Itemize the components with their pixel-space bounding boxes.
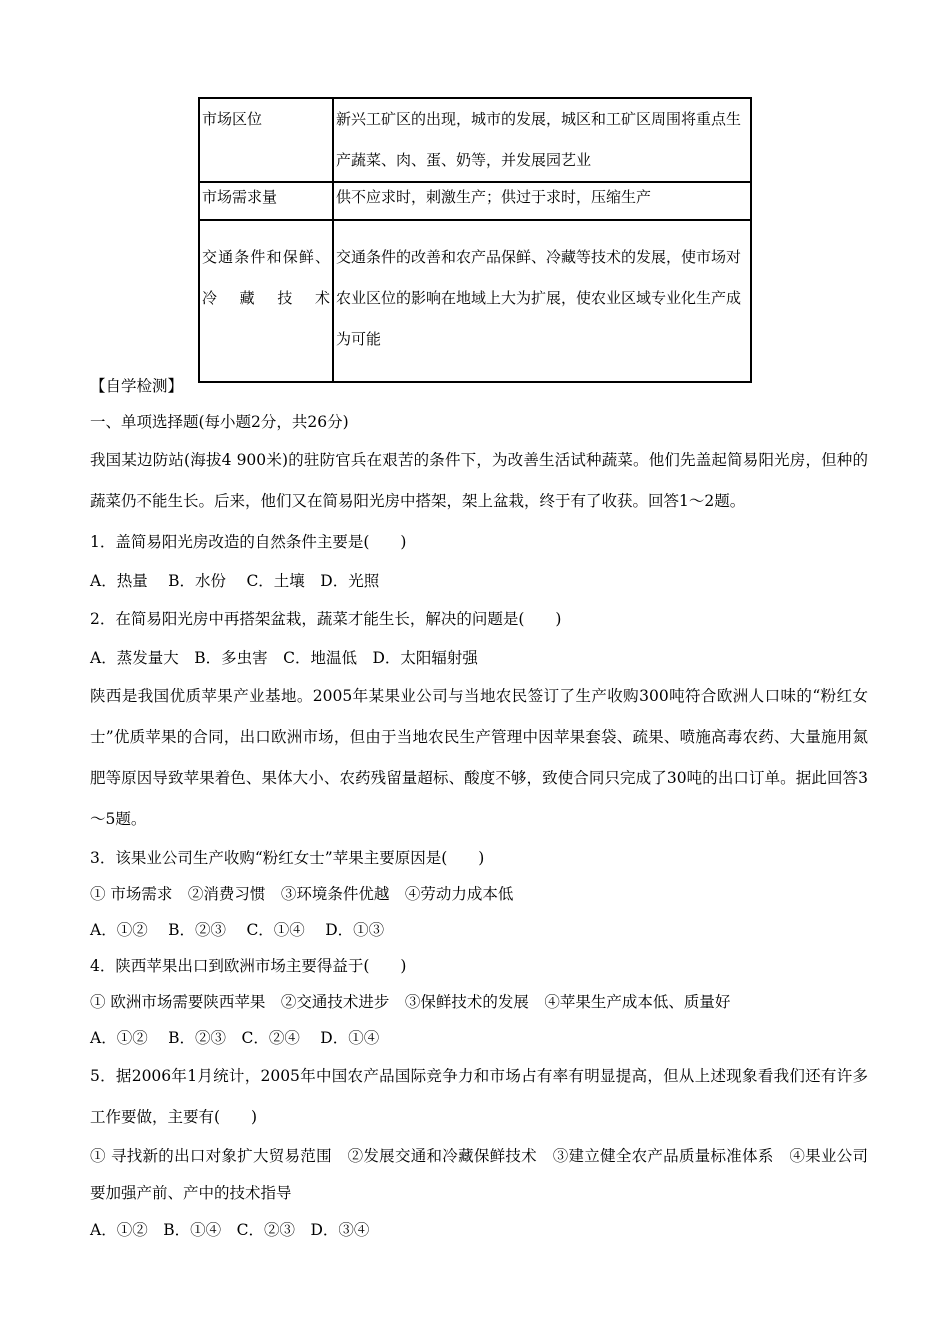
- question-1-options: A．热量 B．水份 C．土壤 D．光照: [90, 572, 380, 590]
- question-4-options: A．①② B．②③ C．②④ D．①④: [90, 1029, 380, 1047]
- market-factors-table: [198, 97, 752, 383]
- question-2-options: A．蒸发量大 B．多虫害 C．地温低 D．太阳辐射强: [90, 649, 478, 667]
- question-5-options: A．①② B．①④ C．②③ D．③④: [90, 1221, 370, 1239]
- part-title: 一、单项选择题(每小题2分，共26分): [90, 413, 349, 431]
- factor-description: 交通条件的改善和农产品保鲜、冷藏等技术的发展，使市场对农业区位的影响在地域上大为扩展，使农业区域专业化生产成为可能: [333, 220, 751, 382]
- table-row: [199, 220, 751, 382]
- passage-1: 我国某边防站(海拔4 900米)的驻防官兵在艰苦的条件下，为改善生活试种蔬菜。他们先盖起简易阳光房，但种的蔬菜仍不能生长。后来，他们又在简易阳光房中搭架，架上盆栽，终于有了收获。回答1～2题。: [90, 451, 868, 510]
- factor-description: 新兴工矿区的出现，城市的发展，城区和工矿区周围将重点生产蔬菜、肉、蛋、奶等，并发展园艺业: [333, 98, 751, 182]
- passage-2: 陕西是我国优质苹果产业基地。2005年某果业公司与当地农民签订了生产收购300吨符合欧洲人口味的“粉红女士”优质苹果的合同，出口欧洲市场，但由于当地农民生产管理中因苹果套袋、疏果、喷施高毒农药、大量施用氮肥等原因导致苹果着色、果体大小、农药残留量超标、酸度不够，致使合同只完成了30吨的出口订单。据此回答3～5题。: [90, 687, 868, 828]
- question-5-items: ① 寻找新的出口对象扩大贸易范围 ②发展交通和冷藏保鲜技术 ③建立健全农产品质量标准体系 ④果业公司要加强产前、产中的技术指导: [90, 1147, 868, 1202]
- table-row: [199, 98, 751, 182]
- question-4-items: ① 欧洲市场需要陕西苹果 ②交通技术进步 ③保鲜技术的发展 ④苹果生产成本低、质量好: [90, 993, 731, 1011]
- table-row: [199, 182, 751, 220]
- question-4-stem: 4．陕西苹果出口到欧洲市场主要得益于( ): [90, 957, 407, 975]
- factor-label: 市场区位: [199, 98, 333, 182]
- question-3-options: A．①② B．②③ C．①④ D．①③: [90, 921, 385, 939]
- question-2-stem: 2．在简易阳光房中再搭架盆栽，蔬菜才能生长，解决的问题是( ): [90, 610, 562, 628]
- question-5-stem: 5．据2006年1月统计，2005年中国农产品国际竞争力和市场占有率有明显提高，但从上述现象看我们还有许多工作要做，主要有( ): [90, 1067, 868, 1126]
- question-3-items: ① 市场需求 ②消费习惯 ③环境条件优越 ④劳动力成本低: [90, 885, 514, 903]
- self-test-section: [90, 368, 868, 1248]
- question-3-stem: 3．该果业公司生产收购“粉红女士”苹果主要原因是( ): [90, 849, 485, 867]
- factor-label: 交通条件和保鲜、冷藏技术: [199, 220, 333, 382]
- factor-label: 市场需求量: [199, 182, 333, 220]
- section-title: 【自学检测】: [90, 377, 184, 395]
- question-1-stem: 1．盖简易阳光房改造的自然条件主要是( ): [90, 533, 407, 551]
- factor-description: 供不应求时，刺激生产；供过于求时，压缩生产: [333, 182, 751, 220]
